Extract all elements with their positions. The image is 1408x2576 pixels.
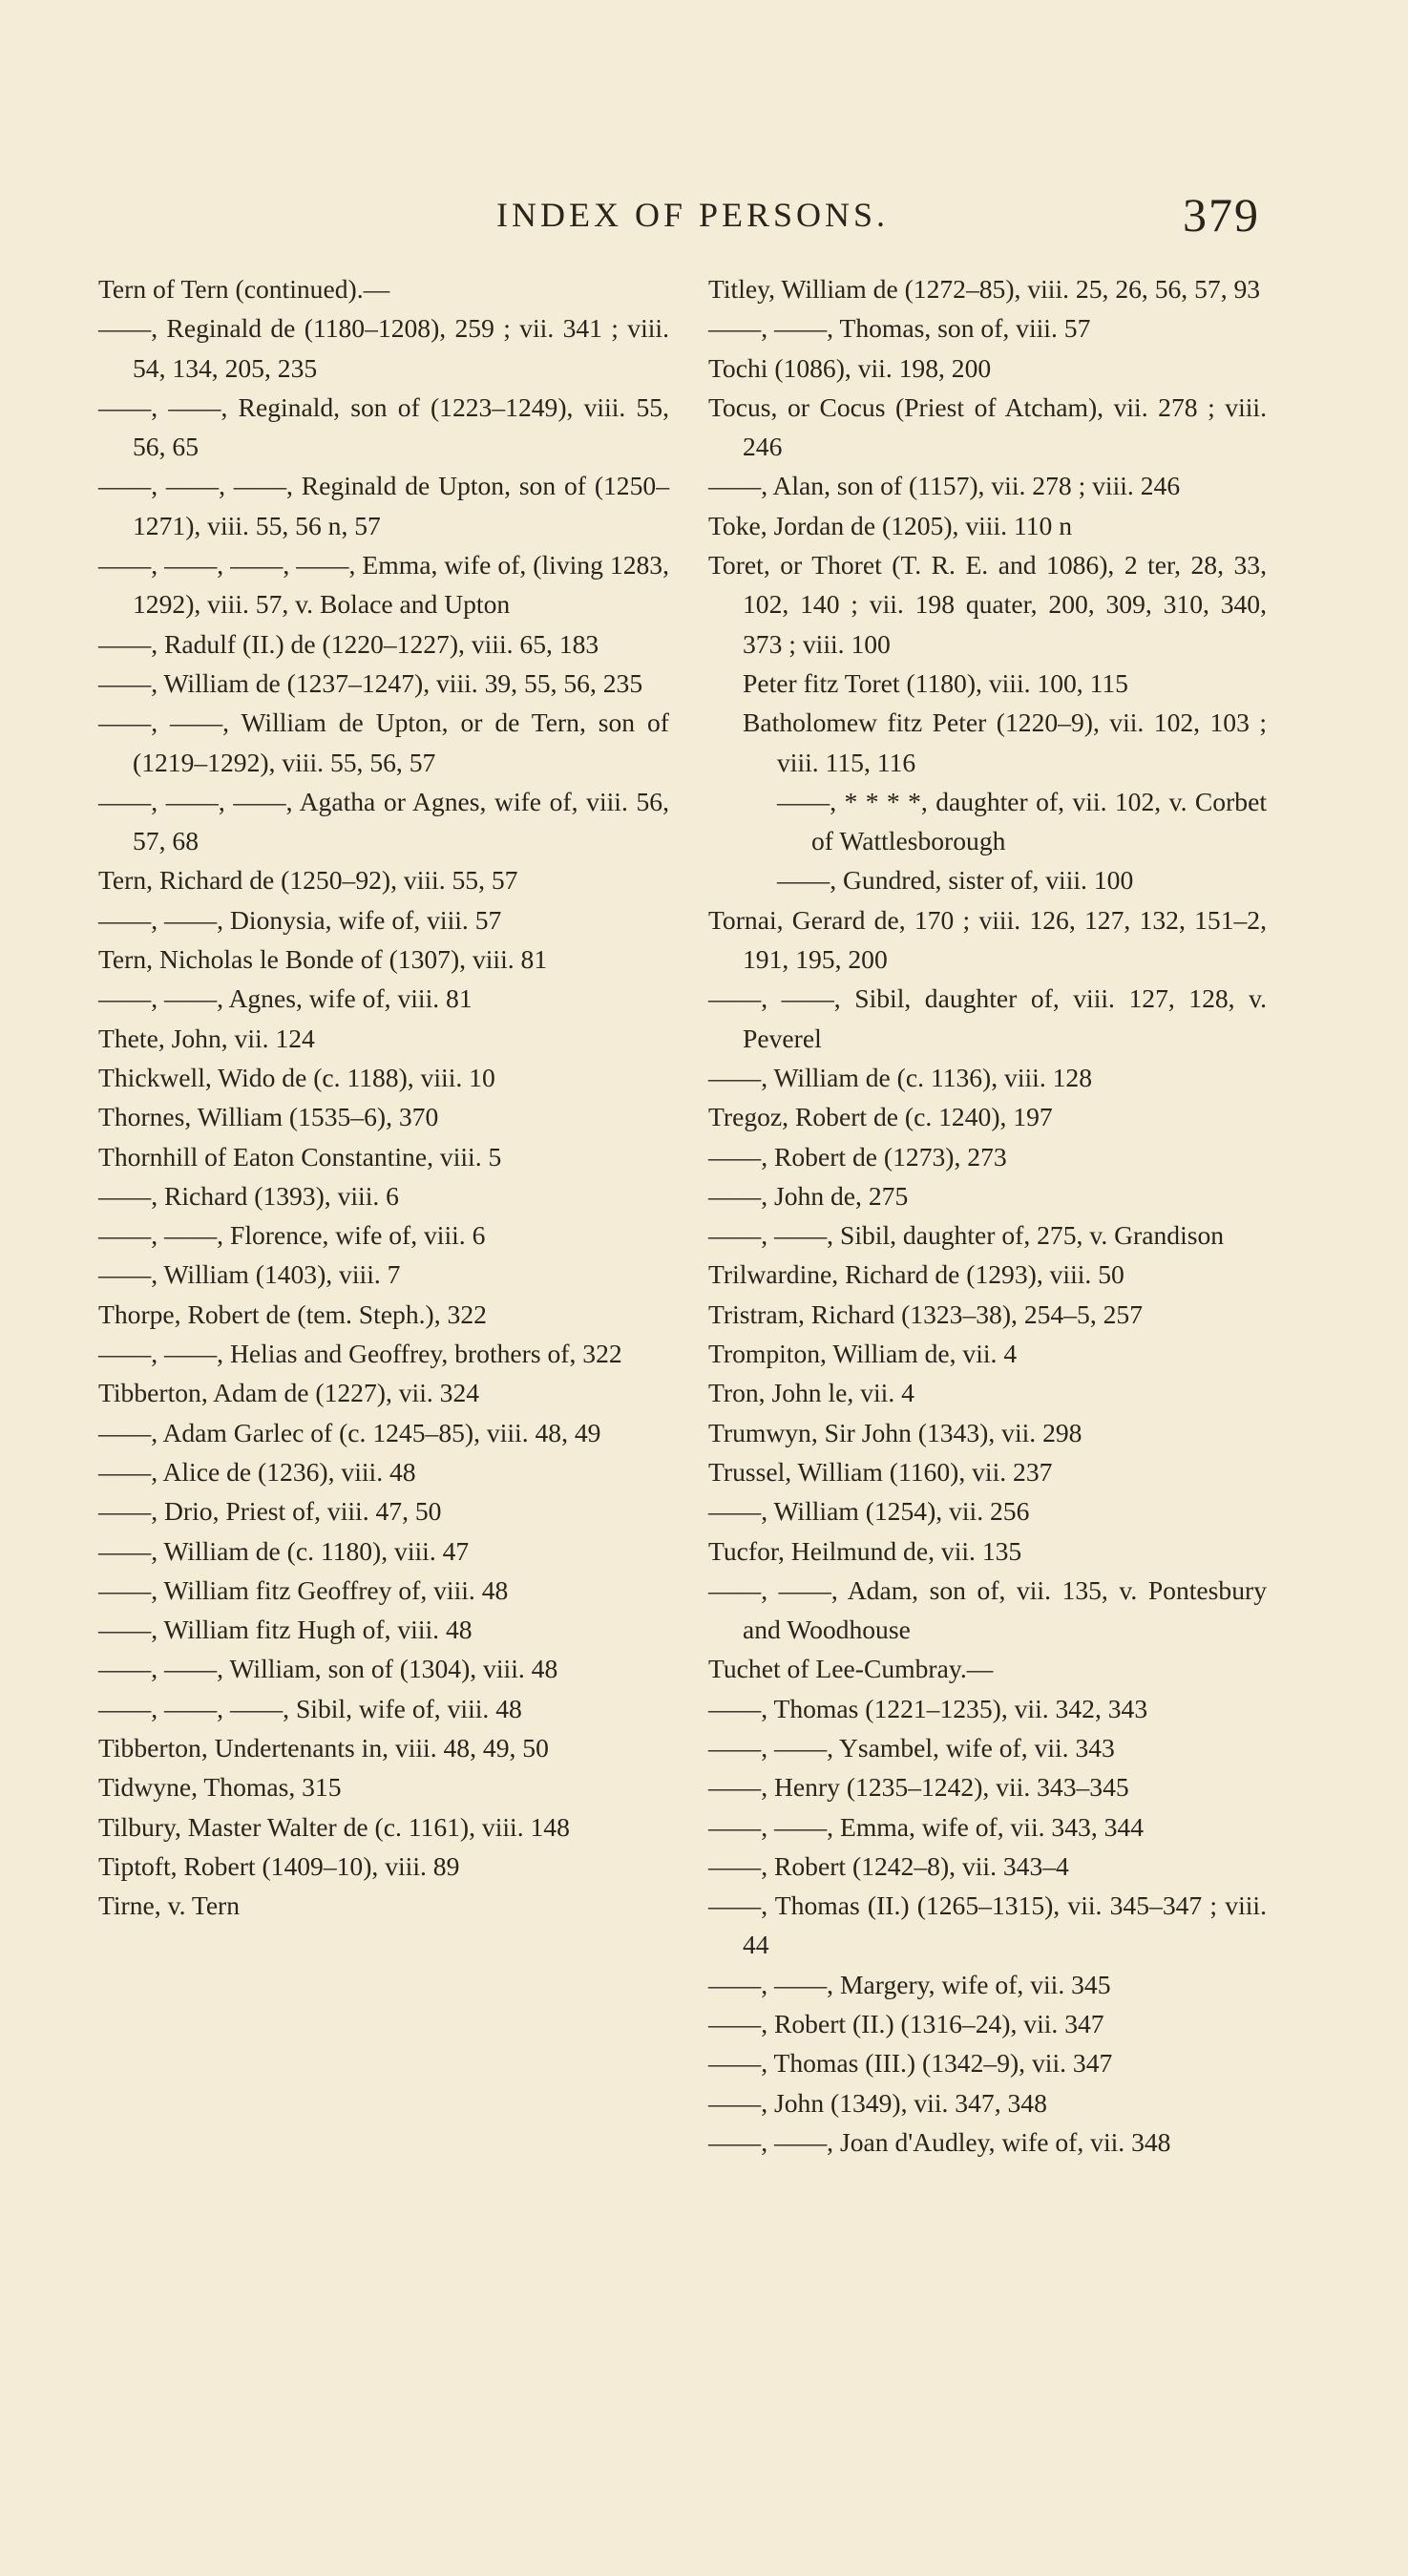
index-entry: ——, William (1254), vii. 256 (708, 1496, 1030, 1527)
index-entry: ——, ——, Joan d'Audley, wife of, vii. 348 (708, 2126, 1171, 2157)
index-entry: ——, William de (c. 1180), viii. 47 (98, 1535, 470, 1566)
index-entry: Thete, John, vii. 124 (98, 1023, 315, 1053)
index-entry: ——, Thomas (II.) (1265–1315), vii. 345–347 ; viii. 44 (708, 1890, 1267, 1960)
index-entry: Trussel, William (1160), vii. 237 (708, 1456, 1053, 1487)
index-entry: Thorpe, Robert de (tem. Steph.), 322 (98, 1299, 487, 1329)
index-entry: Thickwell, Wido de (c. 1188), viii. 10 (98, 1062, 495, 1092)
index-entry: Tocus, or Cocus (Priest of Atcham), vii. 278 ; viii. 246 (708, 391, 1267, 462)
page-number: 379 (1183, 188, 1260, 242)
index-entry: ——, ——, Margery, wife of, vii. 345 (708, 1969, 1111, 1999)
index-entry: ——, Thomas (1221–1235), vii. 342, 343 (708, 1693, 1148, 1723)
index-entry: ——, ——, Thomas, son of, viii. 57 (708, 313, 1091, 344)
index-entry: Tuchet of Lee-Cumbray.— (708, 1654, 994, 1684)
index-entry: Trilwardine, Richard de (1293), viii. 50 (708, 1259, 1124, 1290)
index-entry: ——, ——, ——, ——, Emma, wife of, (living 1283, 1292), viii. 57, v. Bolace and Upton (98, 550, 669, 620)
index-entry: ——, William de (c. 1136), viii. 128 (708, 1062, 1093, 1092)
index-entry: ——, Reginald de (1180–1208), 259 ; vii. 341 ; viii. 54, 134, 205, 235 (98, 313, 669, 383)
index-entry: ——, Gundred, sister of, viii. 100 (777, 865, 1134, 896)
index-entry: Tron, John le, vii. 4 (708, 1378, 914, 1408)
index-entry: ——, ——, Reginald, son of (1223–1249), viii. 55, 56, 65 (98, 391, 669, 462)
index-entry: ——, * * * *, daughter of, vii. 102, v. Corbet of Wattlesborough (777, 786, 1267, 856)
index-entry: Tornai, Gerard de, 170 ; viii. 126, 127, 132, 151–2, 191, 195, 200 (708, 904, 1267, 975)
index-entry: ——, ——, Emma, wife of, vii. 343, 344 (708, 1811, 1145, 1842)
index-entry: ——, Henry (1235–1242), vii. 343–345 (708, 1772, 1129, 1803)
index-column-right (708, 269, 1267, 2162)
index-entry: ——, ——, William de Upton, or de Tern, son of (1219–1292), viii. 55, 56, 57 (98, 707, 669, 777)
index-entry: ——, ——, Sibil, daughter of, 275, v. Grandison (708, 1220, 1225, 1251)
index-entry: ——, ——, Ysambel, wife of, vii. 343 (708, 1732, 1115, 1763)
index-entry: ——, ——, ——, Agatha or Agnes, wife of, viii. 56, 57, 68 (98, 786, 669, 856)
running-header (496, 188, 1260, 248)
index-entry: Tern, Richard de (1250–92), viii. 55, 57 (98, 865, 518, 896)
index-entry: ——, Alan, son of (1157), vii. 278 ; viii. 246 (708, 471, 1181, 501)
index-entry: Thornes, William (1535–6), 370 (98, 1102, 439, 1132)
index-entry: ——, Richard (1393), viii. 6 (98, 1180, 399, 1211)
index-entry: ——, Robert (II.) (1316–24), vii. 347 (708, 2009, 1104, 2039)
index-entry: ——, ——, Helias and Geoffrey, brothers of, 322 (98, 1339, 622, 1369)
index-entry: Tern of Tern (continued).— (98, 274, 390, 304)
index-entry: Tirne, v. Tern (98, 1890, 241, 1921)
index-entry: ——, Drio, Priest of, viii. 47, 50 (98, 1496, 442, 1527)
index-entry: ——, ——, Dionysia, wife of, viii. 57 (98, 904, 502, 935)
index-entry: Tibberton, Undertenants in, viii. 48, 49, 50 (98, 1732, 549, 1763)
index-entry: ——, William de (1237–1247), viii. 39, 55, 56, 235 (98, 667, 643, 698)
index-entry: ——, John de, 275 (708, 1180, 909, 1211)
index-entry: ——, William (1403), viii. 7 (98, 1259, 401, 1290)
index-entry: Trumwyn, Sir John (1343), vii. 298 (708, 1417, 1082, 1447)
index-entry: Tilbury, Master Walter de (c. 1161), viii. 148 (98, 1811, 570, 1842)
index-entry: Batholomew fitz Peter (1220–9), vii. 102, 103 ; viii. 115, 116 (743, 707, 1267, 777)
index-entry: ——, ——, Sibil, daughter of, viii. 127, 128, v. Peverel (708, 983, 1267, 1053)
index-entry: ——, Radulf (II.) de (1220–1227), viii. 65, 183 (98, 628, 599, 659)
index-entry: Trompiton, William de, vii. 4 (708, 1339, 1018, 1369)
index-entry: ——, John (1349), vii. 347, 348 (708, 2087, 1047, 2118)
index-entry: ——, ——, ——, Sibil, wife of, viii. 48 (98, 1693, 522, 1723)
index-entry: Tidwyne, Thomas, 315 (98, 1772, 342, 1803)
index-entry: Toret, or Thoret (T. R. E. and 1086), 2 ter, 28, 33, 102, 140 ; vii. 198 quater, 200, 309, 310, 340, 373 ; viii. 100 (708, 550, 1267, 659)
index-entry: ——, Adam Garlec of (c. 1245–85), viii. 48, 49 (98, 1417, 601, 1447)
index-entry: Tiptoft, Robert (1409–10), viii. 89 (98, 1850, 460, 1881)
index-entry: ——, Robert (1242–8), vii. 343–4 (708, 1850, 1069, 1881)
index-entry: Titley, William de (1272–85), viii. 25, 26, 56, 57, 93 (708, 274, 1261, 304)
page-title: INDEX OF PERSONS. (496, 196, 890, 234)
index-entry: Toke, Jordan de (1205), viii. 110 n (708, 510, 1072, 540)
index-entry: Tibberton, Adam de (1227), vii. 324 (98, 1378, 480, 1408)
index-entry: ——, ——, Florence, wife of, viii. 6 (98, 1220, 486, 1251)
index-entry: ——, ——, Adam, son of, vii. 135, v. Pontesbury and Woodhouse (708, 1574, 1267, 1645)
index-entry: ——, ——, ——, Reginald de Upton, son of (1250–1271), viii. 55, 56 n, 57 (98, 471, 669, 540)
index-entry: Tucfor, Heilmund de, vii. 135 (708, 1535, 1022, 1566)
index-entry: ——, ——, Agnes, wife of, viii. 81 (98, 983, 473, 1014)
index-column-left (98, 269, 669, 1925)
index-entry: ——, William fitz Geoffrey of, viii. 48 (98, 1574, 509, 1605)
index-entry: Tern, Nicholas le Bonde of (1307), viii. 81 (98, 944, 548, 975)
index-entry: Tristram, Richard (1323–38), 254–5, 257 (708, 1299, 1144, 1329)
index-entry: Tregoz, Robert de (c. 1240), 197 (708, 1102, 1053, 1132)
index-entry: ——, William fitz Hugh of, viii. 48 (98, 1615, 473, 1645)
index-entry: Thornhill of Eaton Constantine, viii. 5 (98, 1141, 502, 1172)
index-entry: ——, Alice de (1236), viii. 48 (98, 1456, 416, 1487)
index-entry: ——, ——, William, son of (1304), viii. 48 (98, 1654, 558, 1684)
index-entry: ——, Thomas (III.) (1342–9), vii. 347 (708, 2048, 1113, 2079)
index-entry: Tochi (1086), vii. 198, 200 (708, 352, 992, 383)
index-entry: Peter fitz Toret (1180), viii. 100, 115 (743, 667, 1128, 698)
index-entry: ——, Robert de (1273), 273 (708, 1141, 1007, 1172)
